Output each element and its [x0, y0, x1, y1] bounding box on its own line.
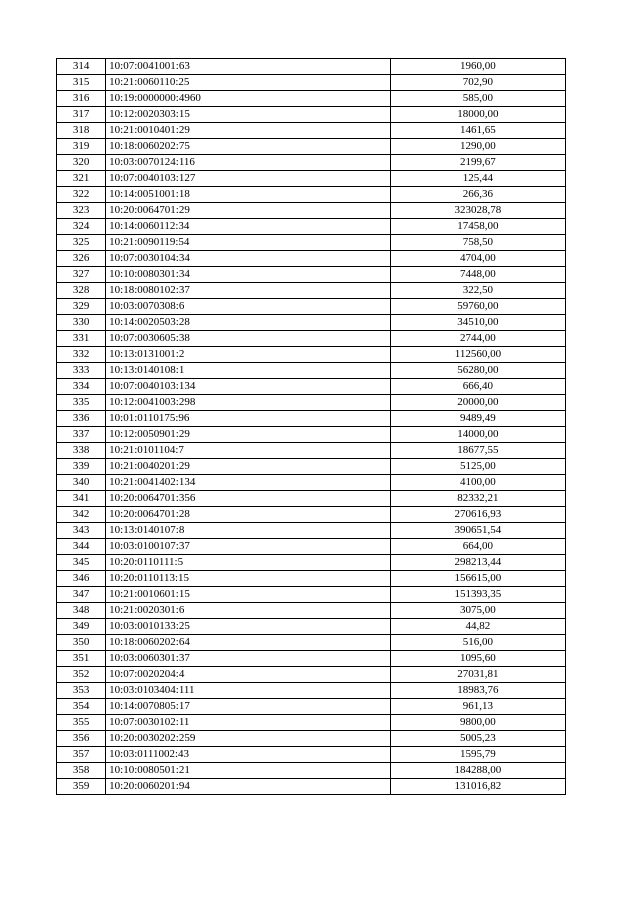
cadastral-number-cell: 10:10:0080501:21 [106, 763, 391, 779]
cadastral-number-cell: 10:20:0030202:259 [106, 731, 391, 747]
cadastral-number-cell: 10:03:0111002:43 [106, 747, 391, 763]
row-number-cell: 345 [57, 555, 106, 571]
table-row [57, 251, 566, 267]
row-number-cell: 349 [57, 619, 106, 635]
row-number-cell: 338 [57, 443, 106, 459]
table-row [57, 75, 566, 91]
row-number-cell: 359 [57, 779, 106, 795]
amount-cell: 5005,23 [390, 731, 565, 747]
row-number-cell: 320 [57, 155, 106, 171]
cadastral-number-cell: 10:07:0040103:127 [106, 171, 391, 187]
table-row [57, 299, 566, 315]
table-row [57, 571, 566, 587]
table-row [57, 283, 566, 299]
row-number-cell: 326 [57, 251, 106, 267]
cadastral-number-cell: 10:03:0103404:111 [106, 683, 391, 699]
table-row [57, 603, 566, 619]
row-number-cell: 325 [57, 235, 106, 251]
table-row [57, 235, 566, 251]
row-number-cell: 339 [57, 459, 106, 475]
table-row [57, 427, 566, 443]
table-row [57, 155, 566, 171]
row-number-cell: 330 [57, 315, 106, 331]
row-number-cell: 354 [57, 699, 106, 715]
amount-cell: 2744,00 [390, 331, 565, 347]
table-row [57, 475, 566, 491]
table-row [57, 171, 566, 187]
amount-cell: 266,36 [390, 187, 565, 203]
table-row [57, 123, 566, 139]
amount-cell: 270616,93 [390, 507, 565, 523]
amount-cell: 184288,00 [390, 763, 565, 779]
cadastral-number-cell: 10:13:0131001:2 [106, 347, 391, 363]
table-row [57, 683, 566, 699]
cadastral-number-cell: 10:07:0040103:134 [106, 379, 391, 395]
table-row [57, 411, 566, 427]
cadastral-number-cell: 10:12:0020303:15 [106, 107, 391, 123]
row-number-cell: 318 [57, 123, 106, 139]
amount-cell: 56280,00 [390, 363, 565, 379]
table-row [57, 587, 566, 603]
amount-cell: 7448,00 [390, 267, 565, 283]
row-number-cell: 344 [57, 539, 106, 555]
row-number-cell: 356 [57, 731, 106, 747]
cadastral-number-cell: 10:18:0060202:75 [106, 139, 391, 155]
amount-cell: 298213,44 [390, 555, 565, 571]
table-row [57, 651, 566, 667]
cadastral-number-cell: 10:20:0064701:356 [106, 491, 391, 507]
row-number-cell: 323 [57, 203, 106, 219]
row-number-cell: 331 [57, 331, 106, 347]
cadastral-number-cell: 10:03:0100107:37 [106, 539, 391, 555]
cadastral-number-cell: 10:21:0040201:29 [106, 459, 391, 475]
records-table [56, 58, 566, 795]
row-number-cell: 327 [57, 267, 106, 283]
row-number-cell: 351 [57, 651, 106, 667]
row-number-cell: 317 [57, 107, 106, 123]
amount-cell: 44,82 [390, 619, 565, 635]
amount-cell: 14000,00 [390, 427, 565, 443]
table-row [57, 555, 566, 571]
cadastral-number-cell: 10:12:0050901:29 [106, 427, 391, 443]
cadastral-number-cell: 10:07:0030605:38 [106, 331, 391, 347]
amount-cell: 34510,00 [390, 315, 565, 331]
cadastral-number-cell: 10:21:0010401:29 [106, 123, 391, 139]
cadastral-number-cell: 10:07:0030102:11 [106, 715, 391, 731]
cadastral-number-cell: 10:20:0060201:94 [106, 779, 391, 795]
row-number-cell: 337 [57, 427, 106, 443]
row-number-cell: 336 [57, 411, 106, 427]
table-row [57, 219, 566, 235]
amount-cell: 702,90 [390, 75, 565, 91]
table-row [57, 315, 566, 331]
amount-cell: 82332,21 [390, 491, 565, 507]
amount-cell: 1095,60 [390, 651, 565, 667]
row-number-cell: 342 [57, 507, 106, 523]
row-number-cell: 357 [57, 747, 106, 763]
cadastral-number-cell: 10:03:0070308:6 [106, 299, 391, 315]
row-number-cell: 321 [57, 171, 106, 187]
cadastral-number-cell: 10:10:0080301:34 [106, 267, 391, 283]
cadastral-number-cell: 10:01:0110175:96 [106, 411, 391, 427]
table-row [57, 507, 566, 523]
row-number-cell: 353 [57, 683, 106, 699]
amount-cell: 516,00 [390, 635, 565, 651]
amount-cell: 1595,79 [390, 747, 565, 763]
cadastral-number-cell: 10:03:0060301:37 [106, 651, 391, 667]
table-row [57, 763, 566, 779]
amount-cell: 1290,00 [390, 139, 565, 155]
cadastral-number-cell: 10:20:0110111:5 [106, 555, 391, 571]
table-row [57, 139, 566, 155]
table-row [57, 459, 566, 475]
cadastral-number-cell: 10:03:0010133:25 [106, 619, 391, 635]
amount-cell: 322,50 [390, 283, 565, 299]
cadastral-number-cell: 10:14:0060112:34 [106, 219, 391, 235]
cadastral-number-cell: 10:21:0020301:6 [106, 603, 391, 619]
cadastral-number-cell: 10:07:0041001:63 [106, 59, 391, 75]
amount-cell: 59760,00 [390, 299, 565, 315]
amount-cell: 17458,00 [390, 219, 565, 235]
table-row [57, 203, 566, 219]
amount-cell: 112560,00 [390, 347, 565, 363]
row-number-cell: 329 [57, 299, 106, 315]
table-row [57, 491, 566, 507]
cadastral-number-cell: 10:20:0110113:15 [106, 571, 391, 587]
table-row [57, 379, 566, 395]
cadastral-number-cell: 10:14:0020503:28 [106, 315, 391, 331]
amount-cell: 20000,00 [390, 395, 565, 411]
amount-cell: 18000,00 [390, 107, 565, 123]
amount-cell: 390651,54 [390, 523, 565, 539]
row-number-cell: 340 [57, 475, 106, 491]
amount-cell: 151393,35 [390, 587, 565, 603]
amount-cell: 1960,00 [390, 59, 565, 75]
table-row [57, 619, 566, 635]
table-row [57, 267, 566, 283]
cadastral-number-cell: 10:18:0080102:37 [106, 283, 391, 299]
row-number-cell: 315 [57, 75, 106, 91]
row-number-cell: 343 [57, 523, 106, 539]
amount-cell: 664,00 [390, 539, 565, 555]
cadastral-number-cell: 10:18:0060202:64 [106, 635, 391, 651]
amount-cell: 131016,82 [390, 779, 565, 795]
amount-cell: 585,00 [390, 91, 565, 107]
cadastral-number-cell: 10:13:0140108:1 [106, 363, 391, 379]
table-row [57, 107, 566, 123]
row-number-cell: 348 [57, 603, 106, 619]
amount-cell: 5125,00 [390, 459, 565, 475]
cadastral-number-cell: 10:21:0101104:7 [106, 443, 391, 459]
row-number-cell: 316 [57, 91, 106, 107]
cadastral-number-cell: 10:07:0020204:4 [106, 667, 391, 683]
amount-cell: 9489,49 [390, 411, 565, 427]
table-row [57, 715, 566, 731]
cadastral-number-cell: 10:12:0041003:298 [106, 395, 391, 411]
row-number-cell: 333 [57, 363, 106, 379]
amount-cell: 666,40 [390, 379, 565, 395]
row-number-cell: 350 [57, 635, 106, 651]
row-number-cell: 319 [57, 139, 106, 155]
amount-cell: 323028,78 [390, 203, 565, 219]
amount-cell: 1461,65 [390, 123, 565, 139]
cadastral-number-cell: 10:21:0090119:54 [106, 235, 391, 251]
amount-cell: 3075,00 [390, 603, 565, 619]
cadastral-number-cell: 10:13:0140107:8 [106, 523, 391, 539]
cadastral-number-cell: 10:14:0051001:18 [106, 187, 391, 203]
table-row [57, 779, 566, 795]
amount-cell: 758,50 [390, 235, 565, 251]
row-number-cell: 341 [57, 491, 106, 507]
table-row [57, 395, 566, 411]
table-row [57, 699, 566, 715]
amount-cell: 156615,00 [390, 571, 565, 587]
table-row [57, 331, 566, 347]
amount-cell: 2199,67 [390, 155, 565, 171]
row-number-cell: 324 [57, 219, 106, 235]
table-row [57, 347, 566, 363]
row-number-cell: 355 [57, 715, 106, 731]
records-body [57, 59, 566, 795]
row-number-cell: 334 [57, 379, 106, 395]
cadastral-number-cell: 10:14:0070805:17 [106, 699, 391, 715]
table-row [57, 363, 566, 379]
amount-cell: 18983,76 [390, 683, 565, 699]
row-number-cell: 346 [57, 571, 106, 587]
table-row [57, 523, 566, 539]
table-row [57, 443, 566, 459]
row-number-cell: 314 [57, 59, 106, 75]
table-row [57, 667, 566, 683]
row-number-cell: 322 [57, 187, 106, 203]
table-row [57, 91, 566, 107]
row-number-cell: 332 [57, 347, 106, 363]
cadastral-number-cell: 10:19:0000000:4960 [106, 91, 391, 107]
cadastral-number-cell: 10:21:0060110:25 [106, 75, 391, 91]
cadastral-number-cell: 10:20:0064701:29 [106, 203, 391, 219]
table-row [57, 635, 566, 651]
amount-cell: 18677,55 [390, 443, 565, 459]
row-number-cell: 328 [57, 283, 106, 299]
amount-cell: 4100,00 [390, 475, 565, 491]
table-row [57, 59, 566, 75]
amount-cell: 9800,00 [390, 715, 565, 731]
cadastral-number-cell: 10:21:0041402:134 [106, 475, 391, 491]
row-number-cell: 358 [57, 763, 106, 779]
amount-cell: 125,44 [390, 171, 565, 187]
cadastral-number-cell: 10:07:0030104:34 [106, 251, 391, 267]
row-number-cell: 335 [57, 395, 106, 411]
table-row [57, 187, 566, 203]
amount-cell: 4704,00 [390, 251, 565, 267]
row-number-cell: 347 [57, 587, 106, 603]
table-row [57, 731, 566, 747]
table-row [57, 539, 566, 555]
cadastral-number-cell: 10:03:0070124:116 [106, 155, 391, 171]
table-row [57, 747, 566, 763]
cadastral-number-cell: 10:21:0010601:15 [106, 587, 391, 603]
cadastral-number-cell: 10:20:0064701:28 [106, 507, 391, 523]
amount-cell: 961,13 [390, 699, 565, 715]
row-number-cell: 352 [57, 667, 106, 683]
amount-cell: 27031,81 [390, 667, 565, 683]
